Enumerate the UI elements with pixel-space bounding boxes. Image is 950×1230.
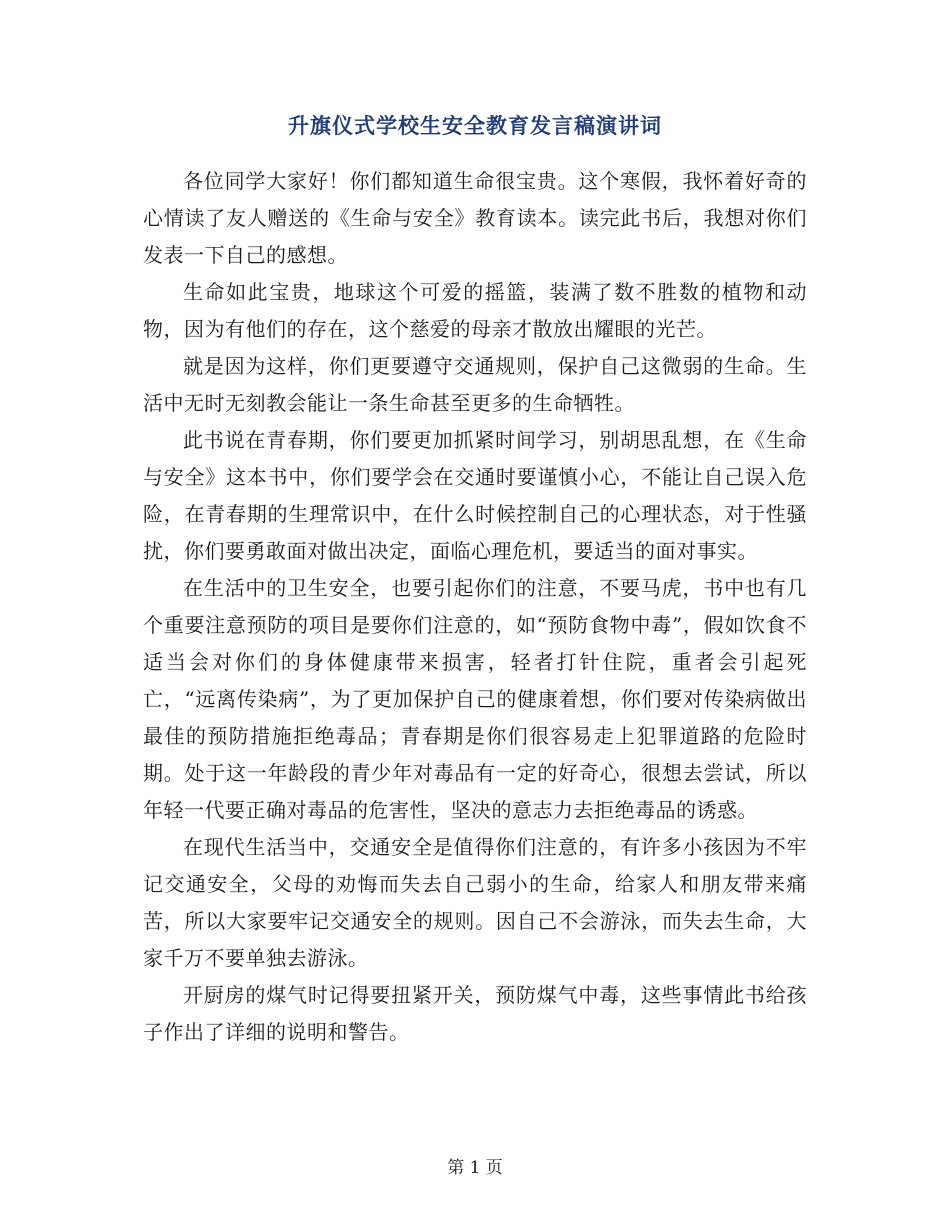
paragraph-5: 在生活中的卫生安全，也要引起你们的注意，不要马虎，书中也有几个重要注意预防的项目是要你们注意的，如“预防食物中毒”，假如饮食不适当会对你们的身体健康带来损害，轻者打针住院，重者会引起死亡，“远离传染病”，为了更加保护自己的健康着想，你们要对传染病做出最佳的预防措施拒绝毒品；青春期是你们很容易走上犯罪道路的危险时期。处于这一年龄段的青少年对毒品有一定的好奇心，很想去尝试，所以年轻一代要正确对毒品的危害性，坚决的意志力去拒绝毒品的诱惑。 [143,576,807,822]
document-body [143,163,807,1051]
document-title: 升旗仪式学校生安全教育发言稿演讲词 [288,113,662,138]
paragraph-1: 各位同学大家好！你们都知道生命很宝贵。这个寒假，我怀着好奇的心情读了友人赠送的《生命与安全》教育读本。读完此书后，我想对你们发表一下自己的感想。 [143,169,807,267]
page-number: 第 1 页 [447,1158,503,1178]
paragraph-4: 此书说在青春期，你们要更加抓紧时间学习，别胡思乱想，在《生命与安全》这本书中，你们要学会在交通时要谨慎小心，不能让自己误入危险，在青春期的生理常识中，在什么时候控制自己的心理状态，对于性骚扰，你们要勇敢面对做出决定，面临心理危机，要适当的面对事实。 [143,428,807,563]
paragraph-2: 生命如此宝贵，地球这个可爱的摇篮，装满了数不胜数的植物和动物，因为有他们的存在，这个慈爱的母亲才散放出耀眼的光芒。 [143,280,807,341]
paragraph-3: 就是因为这样，你们更要遵守交通规则，保护自己这微弱的生命。生活中无时无刻教会能让一条生命甚至更多的生命牺牲。 [143,354,807,415]
paragraph-6: 在现代生活当中，交通安全是值得你们注意的，有许多小孩因为不牢记交通安全，父母的劝悔而失去自己弱小的生命，给家人和朋友带来痛苦，所以大家要牢记交通安全的规则。因自己不会游泳，而失去生命，大家千万不要单独去游泳。 [143,835,807,970]
paragraph-7: 开厨房的煤气时记得要扭紧开关，预防煤气中毒，这些事情此书给孩子作出了详细的说明和警告。 [143,983,807,1044]
